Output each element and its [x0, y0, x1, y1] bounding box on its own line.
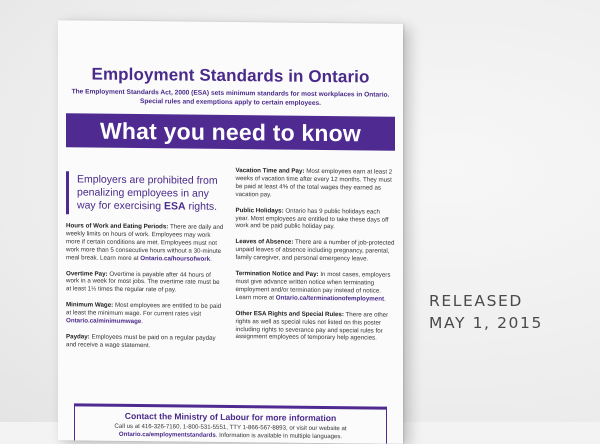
paragraph-heading: Vacation Time and Pay: — [235, 167, 305, 175]
paragraph-tail: . — [210, 255, 212, 263]
contact-link: Ontario.ca/employmentstandards — [118, 430, 216, 439]
paragraph-text: There are daily and weekly limits on hours of work. Employees may work more if certain conditions are met. Employees must not work more than 5 consecutive hours without a 30-minute meal break. Learn more at — [66, 223, 224, 262]
paragraph — [66, 333, 226, 350]
paragraph-heading: Public Holidays: — [235, 206, 284, 215]
poster-columns — [66, 157, 395, 352]
quote-text: Employers are prohibited from penalizing employees in any way for exercising — [77, 173, 218, 213]
contact-line1: Call us at 416-326-7160, 1-800-531-5551, TTY 1-866-567-8893, or visit our website at — [114, 422, 347, 433]
paragraph-text: There are other rights as well as special rules not listed on this poster including rights to severance pay and special rules for assignment employees of temporary help agencies. — [235, 310, 389, 342]
right-column — [236, 159, 396, 352]
paragraph — [236, 310, 396, 343]
paragraph-text: There are a number of job-protected unpaid leaves of absence including pregnancy, parental, family caregiver, and personal emergency leave. — [235, 239, 395, 263]
paragraph-text: Most employees are entitled to be paid at least the minimum wage. For current rates visit — [66, 302, 222, 318]
release-label: RELEASED — [429, 292, 523, 310]
paragraph-heading: Termination Notice and Pay: — [235, 270, 319, 278]
paragraph-link: Ontario.ca/terminationofemployment — [275, 294, 385, 303]
paragraph-text: Most employees earn at least 2 weeks of vacation time after every 12 months. They must be paid at least 4% of the total wages they earned as vacation pay. — [235, 167, 393, 199]
paragraph — [66, 302, 226, 327]
contact-text — [75, 422, 386, 440]
paragraph-text: In most cases, employers must give advance written notice when terminating employment and/or termination pay instead of notice. Learn more at — [235, 270, 391, 302]
contact-box — [74, 403, 387, 443]
contact-title: Contact the Ministry of Labour for more information — [124, 410, 337, 424]
paragraph-heading: Overtime Pay: — [66, 269, 108, 278]
paragraph-heading: Hours of Work and Eating Periods: — [66, 222, 169, 231]
paragraph-text: Overtime is payable after 44 hours of work in a week for most jobs. The overtime rate must be at least 1½ times the regular rate of pay. — [66, 270, 220, 294]
callout-quote — [66, 171, 226, 216]
paragraph — [236, 238, 396, 263]
left-column — [66, 157, 226, 350]
paragraph-text: Ontario has 9 public holidays each year. Most employees are entitled to take these days off work and be paid public holiday pay. — [235, 207, 389, 231]
paragraph — [236, 167, 396, 200]
release-caption — [429, 290, 543, 334]
quote-end: rights. — [185, 200, 218, 213]
right-paragraphs — [236, 167, 396, 343]
paragraph-heading: Leaves of Absence: — [235, 238, 294, 247]
paragraph-heading: Other ESA Rights and Special Rules: — [235, 309, 344, 318]
paragraph-link: Ontario.ca/minimumwage — [66, 317, 142, 326]
release-date: MAY 1, 2015 — [429, 314, 543, 332]
poster-banner: What you need to know — [66, 113, 395, 150]
paragraph — [66, 270, 226, 295]
contact-line2: . Information is available in multiple languages. — [215, 431, 343, 440]
paragraph-heading: Minimum Wage: — [66, 301, 114, 310]
poster-subtitle: The Employment Standards Act, 2000 (ESA) sets minimum standards for most workplaces in Ontario. Special rules and exemptions apply to certain employees. — [71, 88, 390, 107]
paragraph — [236, 207, 396, 232]
esa-poster — [58, 20, 403, 444]
left-paragraphs — [66, 222, 226, 350]
poster-title: Employment Standards in Ontario — [91, 64, 370, 87]
paragraph — [236, 270, 396, 303]
quote-esa: ESA — [163, 200, 186, 213]
paragraph-tail: . — [384, 295, 386, 303]
paragraph-heading: Payday: — [66, 333, 90, 341]
paragraph-tail: . — [141, 318, 144, 326]
paragraph — [66, 222, 226, 263]
paragraph-link: Ontario.ca/hoursofwork — [140, 254, 211, 263]
paragraph-text: Employees must be paid on a regular payday and receive a wage statement. — [66, 333, 216, 350]
